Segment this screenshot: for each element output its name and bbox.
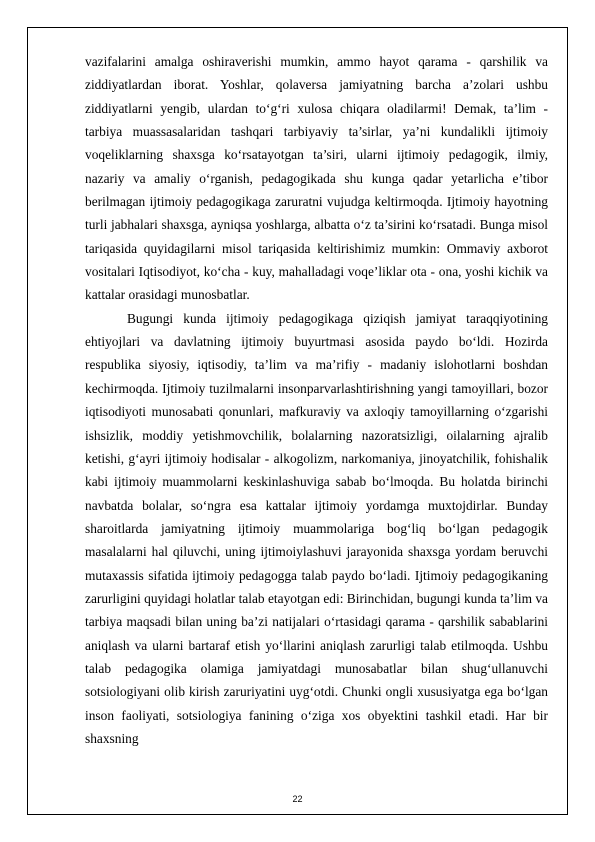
document-body — [85, 50, 548, 750]
page-number: 22 — [292, 794, 303, 804]
paragraph-continuation: vazifalarini amalga oshiraverishi mumkin, ammo hayot qarama - qarshilik va ziddiyatlardan iborat. Yoshlar, qolaversa jamiyatning barcha a’zolari ushbu ziddiyatlarni yengib, ulardan to‘g‘ri xulosa chiqara oladilarmi! Demak, ta’lim - tarbiya muassasalaridan tashqari tarbiyaviy ta’sirlar, ya’ni kundalikli ijtimoiy voqeliklarning shaxsga ko‘rsatayotgan ta’siri, ularni ijtimoiy pedagogik, ilmiy, nazariy va amaliy o‘rganish, pedagogikada shu kunga qadar yetarlicha e’tibor berilmagan ijtimoiy pedagogikaga zaruratni vujudga keltirmoqda. Ijtimoiy hayotning turli jabhalari shaxsga, ayniqsa yoshlarga, albatta o‘z ta’sirini ko‘rsatadi. Bunga misol tariqasida quyidagilarni misol tariqasida keltirishimiz mumkin: Ommaviy axborot vositalari Iqtisodiyot, ko‘cha - kuy, mahalladagi voqe’liklar ota - ona, yoshi kichik va kattalar orasidagi munosbatlar. — [85, 54, 548, 303]
paragraph: Bugungi kunda ijtimoiy pedagogikaga qiziqish jamiyat taraqqiyotining ehtiyojlari va davlatning ijtimoiy buyurtmasi asosida paydo bo‘ldi. Hozirda respublika siyosiy, iqtisodiy, ta’lim va ma’rifiy - madaniy islohotlarni boshdan kechirmoqda. Ijtimoiy tuzilmalarni insonparvarlashtirishning yangi tamoyillari, bozor iqtisodiyoti munosabati qonunlari, mafkuraviy va axloqiy tamoyillarning o‘zgarishi ishsizlik, moddiy yetishmovchilik, bolalarning nazoratsizligi, oilalarning ajralib ketishi, g‘ayri ijtimoiy hodisalar - alkogolizm, narkomaniya, jinoyatchilik, fohishalik kabi ijtimoiy muammolarni keskinlashuviga sabab bo‘lmoqda. Bu holatda birinchi navbatda bolalar, so‘ngra esa kattalar ijtimoiy yordamga muxtojdirlar. Bunday sharoitlarda jamiyatning ijtimoiy muammolariga bog‘liq bo‘lgan pedagogik masalalarni hal qiluvchi, uning ijtimoiylashuvi jarayonida shaxsga yordam beruvchi mutaxassis sifatida ijtimoiy pedagogga talab paydo bo‘ladi. Ijtimoiy pedagogikaning zarurligini quyidagi holatlar talab etayotgan edi: Birinchidan, bugungi kunda ta’lim va tarbiya maqsadi bilan uning ba’zi natijalari o‘rtasidagi qarama - qarshilik sabablarini aniqlash va ularni bartaraf etish yo‘llarini aniqlash zarurligi talab etilmoqda. Ushbu talab pedagogika olamiga jamiyatdagi munosabatlar bilan shug‘ullanuvchi sotsiologiyani olib kirish zaruriyatini uyg‘otdi. Chunki ongli xususiyatga ega bo‘lgan inson faoliyati, sotsiologiya fanining o‘ziga xos obyektini tashkil etadi. Har bir shaxsning — [85, 310, 548, 746]
